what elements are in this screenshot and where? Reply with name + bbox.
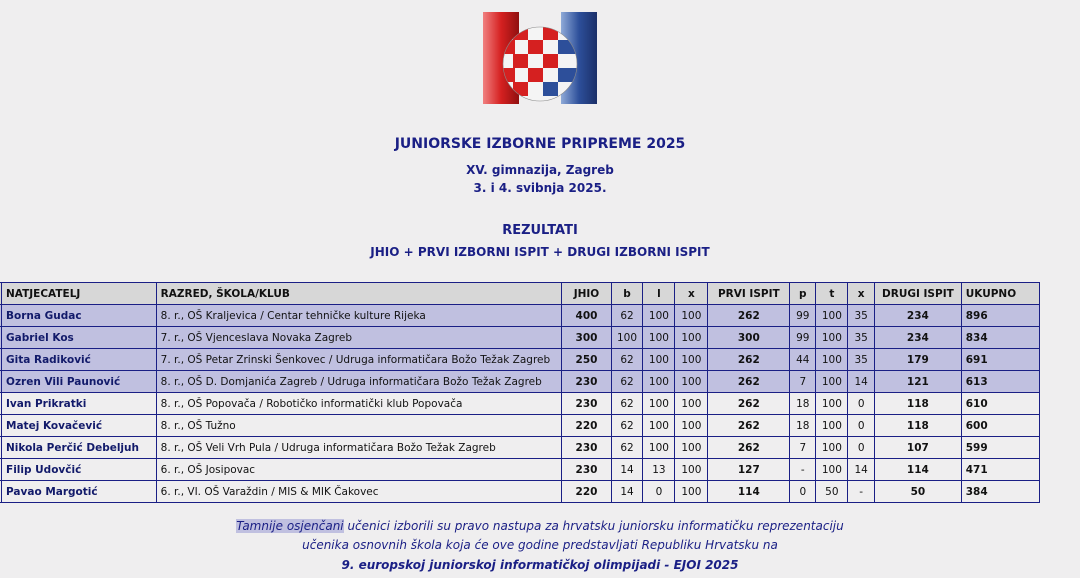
cell-x1: 100 xyxy=(675,437,708,459)
cell-t: 100 xyxy=(816,437,848,459)
cell-contestant: Pavao Margotić xyxy=(2,481,157,503)
cell-jhio: 400 xyxy=(562,305,611,327)
cell-second-exam: 50 xyxy=(875,481,962,503)
cell-school: 8. r., OŠ Veli Vrh Pula / Udruga informatičara Božo Težak Zagreb xyxy=(156,437,562,459)
cell-school: 6. r., OŠ Josipovac xyxy=(156,459,562,481)
cell-l: 100 xyxy=(643,437,675,459)
cell-t: 100 xyxy=(816,393,848,415)
cell-second-exam: 118 xyxy=(875,393,962,415)
cell-total: 834 xyxy=(961,327,1039,349)
cell-p: 99 xyxy=(790,327,816,349)
hio-logo xyxy=(483,12,597,104)
footer-note-line1 xyxy=(0,519,1080,533)
cell-p: - xyxy=(790,459,816,481)
cell-first-exam: 262 xyxy=(708,415,790,437)
cell-school: 8. r., OŠ Popovača / Robotičko informatički klub Popovača xyxy=(156,393,562,415)
cell-p: 7 xyxy=(790,437,816,459)
results-table xyxy=(0,282,1040,503)
cell-x2: - xyxy=(848,481,875,503)
cell-contestant: Gita Radiković xyxy=(2,349,157,371)
col-header-second-exam: DRUGI ISPIT xyxy=(875,283,962,305)
cell-t: 50 xyxy=(816,481,848,503)
cell-school: 8. r., OŠ D. Domjanića Zagreb / Udruga informatičara Božo Težak Zagreb xyxy=(156,371,562,393)
cell-b: 62 xyxy=(611,415,643,437)
cell-contestant: Nikola Perčić Debeljuh xyxy=(2,437,157,459)
col-header-first-exam: PRVI ISPIT xyxy=(708,283,790,305)
cell-total: 896 xyxy=(961,305,1039,327)
cell-l: 100 xyxy=(643,327,675,349)
cell-b: 14 xyxy=(611,481,643,503)
cell-t: 100 xyxy=(816,459,848,481)
cell-jhio: 230 xyxy=(562,459,611,481)
cell-l: 100 xyxy=(643,371,675,393)
cell-first-exam: 262 xyxy=(708,437,790,459)
cell-second-exam: 234 xyxy=(875,327,962,349)
table-row xyxy=(0,371,1040,393)
cell-x2: 14 xyxy=(848,371,875,393)
cell-x1: 100 xyxy=(675,481,708,503)
col-header-t: t xyxy=(816,283,848,305)
cell-jhio: 220 xyxy=(562,415,611,437)
cell-x1: 100 xyxy=(675,349,708,371)
cell-contestant: Ivan Prikratki xyxy=(2,393,157,415)
cell-p: 7 xyxy=(790,371,816,393)
cell-t: 100 xyxy=(816,349,848,371)
cell-second-exam: 234 xyxy=(875,305,962,327)
col-header-jhio: JHIO xyxy=(562,283,611,305)
cell-b: 100 xyxy=(611,327,643,349)
cell-second-exam: 121 xyxy=(875,371,962,393)
cell-second-exam: 114 xyxy=(875,459,962,481)
cell-total: 471 xyxy=(961,459,1039,481)
cell-t: 100 xyxy=(816,371,848,393)
cell-p: 44 xyxy=(790,349,816,371)
cell-first-exam: 127 xyxy=(708,459,790,481)
cell-total: 691 xyxy=(961,349,1039,371)
cell-t: 100 xyxy=(816,327,848,349)
cell-jhio: 300 xyxy=(562,327,611,349)
cell-contestant: Ozren Vili Paunović xyxy=(2,371,157,393)
cell-school: 7. r., OŠ Vjenceslava Novaka Zagreb xyxy=(156,327,562,349)
event-location: XV. gimnazija, Zagreb xyxy=(466,163,614,177)
cell-total: 610 xyxy=(961,393,1039,415)
cell-x2: 35 xyxy=(848,305,875,327)
cell-school: 6. r., VI. OŠ Varaždin / MIS & MIK Čakovec xyxy=(156,481,562,503)
cell-contestant: Borna Gudac xyxy=(2,305,157,327)
cell-x1: 100 xyxy=(675,371,708,393)
table-row xyxy=(0,393,1040,415)
cell-jhio: 250 xyxy=(562,349,611,371)
table-row xyxy=(0,437,1040,459)
cell-t: 100 xyxy=(816,305,848,327)
table-row xyxy=(0,305,1040,327)
cell-jhio: 230 xyxy=(562,371,611,393)
cell-x2: 35 xyxy=(848,327,875,349)
cell-school: 8. r., OŠ Tužno xyxy=(156,415,562,437)
cell-l: 0 xyxy=(643,481,675,503)
cell-l: 100 xyxy=(643,349,675,371)
table-row xyxy=(0,481,1040,503)
cell-contestant: Matej Kovačević xyxy=(2,415,157,437)
cell-total: 384 xyxy=(961,481,1039,503)
table-row xyxy=(0,459,1040,481)
cell-b: 62 xyxy=(611,305,643,327)
table-row xyxy=(0,349,1040,371)
cell-p: 18 xyxy=(790,415,816,437)
results-subheading: JHIO + PRVI IZBORNI ISPIT + DRUGI IZBORNI ISPIT xyxy=(370,245,710,259)
results-heading: REZULTATI xyxy=(502,223,578,238)
cell-p: 0 xyxy=(790,481,816,503)
cell-l: 100 xyxy=(643,415,675,437)
table-row xyxy=(0,327,1040,349)
event-dates: 3. i 4. svibnja 2025. xyxy=(473,181,607,195)
cell-second-exam: 179 xyxy=(875,349,962,371)
cell-p: 99 xyxy=(790,305,816,327)
cell-total: 600 xyxy=(961,415,1039,437)
cell-b: 62 xyxy=(611,371,643,393)
cell-x2: 35 xyxy=(848,349,875,371)
col-header-p: p xyxy=(790,283,816,305)
footer-note-line3: 9. europskoj juniorskoj informatičkoj olimpijadi - EJOI 2025 xyxy=(341,558,739,572)
col-header-x1: x xyxy=(675,283,708,305)
footer-note-line2: učenika osnovnih škola koja će ove godine predstavljati Republiku Hrvatsku na xyxy=(302,538,778,552)
cell-school: 8. r., OŠ Kraljevica / Centar tehničke kulture Rijeka xyxy=(156,305,562,327)
cell-jhio: 220 xyxy=(562,481,611,503)
col-header-school: RAZRED, ŠKOLA/KLUB xyxy=(156,283,562,305)
cell-jhio: 230 xyxy=(562,437,611,459)
table-header-row xyxy=(0,283,1040,305)
col-header-b: b xyxy=(611,283,643,305)
cell-t: 100 xyxy=(816,415,848,437)
cell-total: 599 xyxy=(961,437,1039,459)
cell-second-exam: 107 xyxy=(875,437,962,459)
cell-x2: 0 xyxy=(848,393,875,415)
cell-x1: 100 xyxy=(675,415,708,437)
cell-x2: 0 xyxy=(848,415,875,437)
cell-first-exam: 262 xyxy=(708,305,790,327)
cell-l: 13 xyxy=(643,459,675,481)
cell-contestant: Filip Udovčić xyxy=(2,459,157,481)
cell-l: 100 xyxy=(643,305,675,327)
cell-x1: 100 xyxy=(675,459,708,481)
cell-first-exam: 262 xyxy=(708,371,790,393)
cell-first-exam: 114 xyxy=(708,481,790,503)
col-header-contestant: NATJECATELJ xyxy=(2,283,157,305)
cell-b: 62 xyxy=(611,437,643,459)
cell-contestant: Gabriel Kos xyxy=(2,327,157,349)
table-row xyxy=(0,415,1040,437)
cell-first-exam: 262 xyxy=(708,393,790,415)
cell-first-exam: 300 xyxy=(708,327,790,349)
cell-x1: 100 xyxy=(675,327,708,349)
col-header-x2: x xyxy=(848,283,875,305)
cell-x2: 14 xyxy=(848,459,875,481)
cell-b: 62 xyxy=(611,349,643,371)
cell-second-exam: 118 xyxy=(875,415,962,437)
cell-x1: 100 xyxy=(675,305,708,327)
col-header-total: UKUPNO xyxy=(961,283,1039,305)
page-title: JUNIORSKE IZBORNE PRIPREME 2025 xyxy=(394,136,686,152)
cell-p: 18 xyxy=(790,393,816,415)
footer-line1-text: učenici izborili su pravo nastupa za hrvatsku juniorsku informatičku reprezentaciju xyxy=(343,519,844,533)
cell-first-exam: 262 xyxy=(708,349,790,371)
cell-b: 62 xyxy=(611,393,643,415)
footer-highlight: Tamnije osjenčani xyxy=(236,519,344,533)
cell-b: 14 xyxy=(611,459,643,481)
cell-school: 7. r., OŠ Petar Zrinski Šenkovec / Udruga informatičara Božo Težak Zagreb xyxy=(156,349,562,371)
cell-jhio: 230 xyxy=(562,393,611,415)
cell-l: 100 xyxy=(643,393,675,415)
cell-x2: 0 xyxy=(848,437,875,459)
cell-x1: 100 xyxy=(675,393,708,415)
cell-total: 613 xyxy=(961,371,1039,393)
col-header-l: l xyxy=(643,283,675,305)
